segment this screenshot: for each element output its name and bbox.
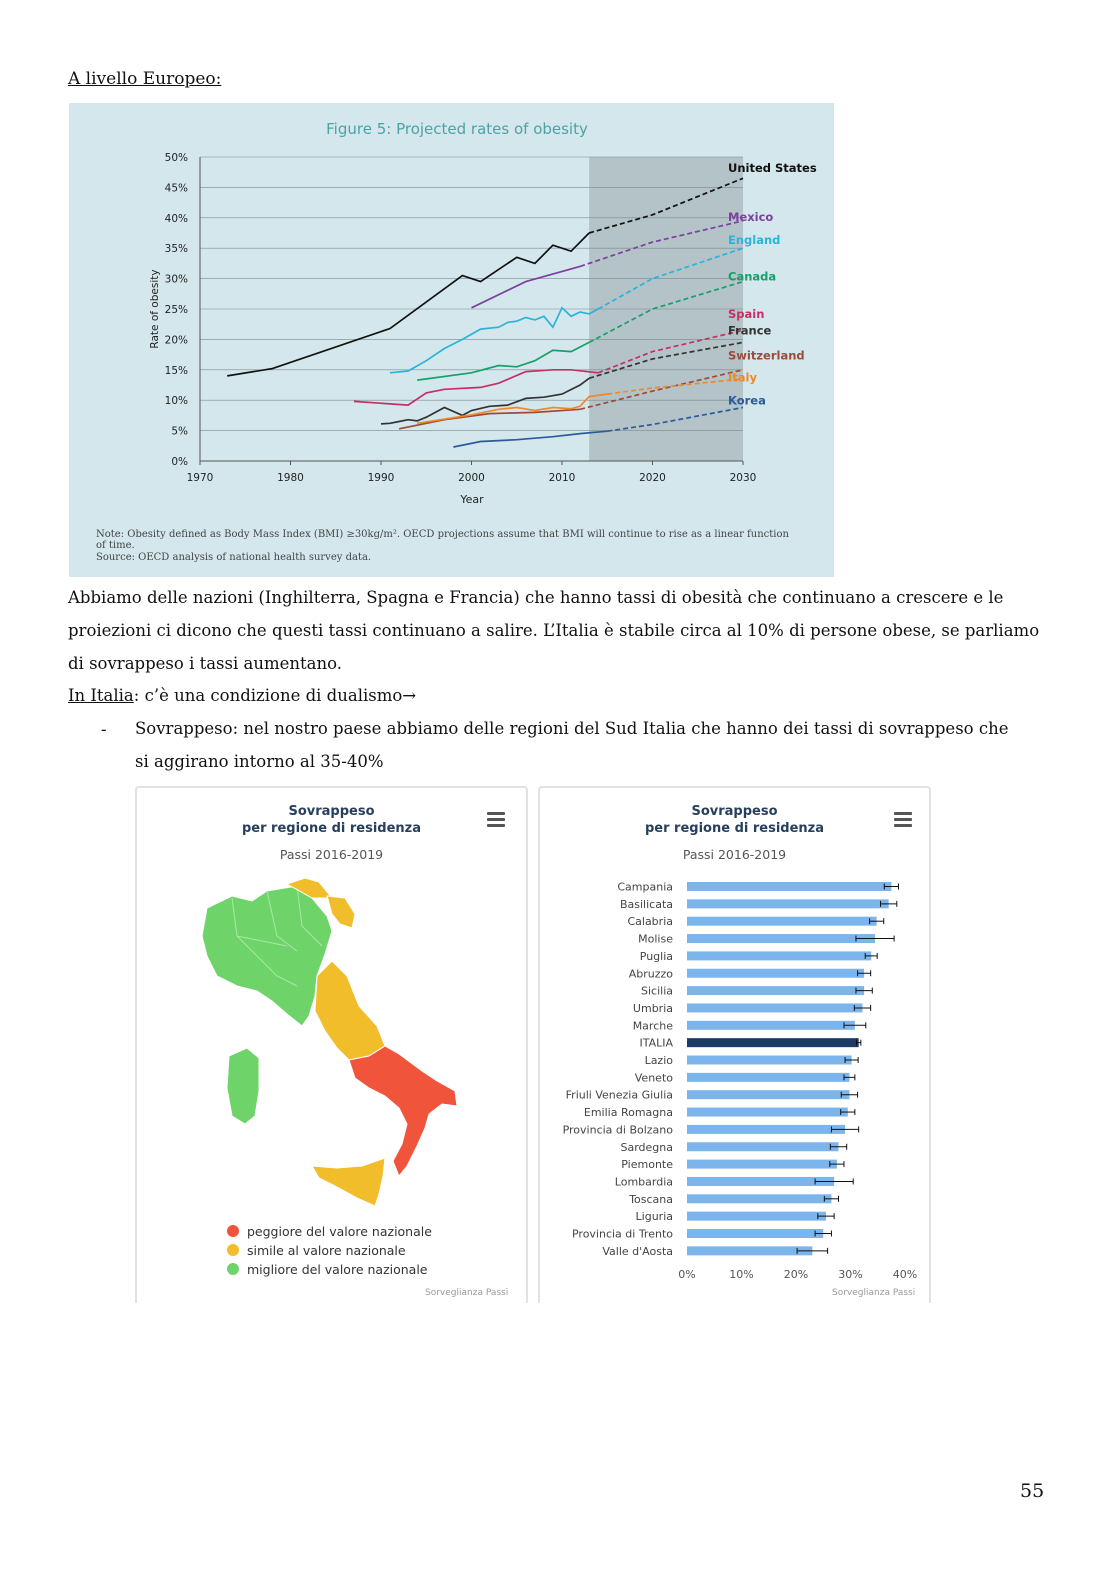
chart-note-line: Note: Obesity defined as Body Mass Index (BMI) ≥30kg/m². OECD projections assume that BMI will continue to rise as a linear function bbox=[96, 529, 789, 540]
series-label-france: France bbox=[728, 323, 772, 338]
series-label-spain: Spain bbox=[728, 307, 765, 322]
region-green-north bbox=[202, 886, 332, 1026]
regional-bar-chart bbox=[540, 872, 929, 1302]
y-tick-label: 40% bbox=[164, 212, 188, 225]
region-yellow-sicily bbox=[312, 1158, 385, 1206]
x-tick-label: 2010 bbox=[548, 472, 576, 484]
line-chart-title: Figure 5: Projected rates of obesity bbox=[326, 120, 588, 138]
y-tick-label: 45% bbox=[164, 182, 188, 195]
series-label-united-states: United States bbox=[728, 161, 817, 176]
bar-x-tick-label: 0% bbox=[678, 1268, 696, 1281]
legend-similar-label: simile al valore nazionale bbox=[247, 1243, 406, 1258]
region-yellow-center bbox=[315, 961, 385, 1060]
bar-title-line1: Sovrappeso bbox=[691, 804, 778, 819]
bar-region bbox=[687, 1073, 849, 1082]
bullet-text: Sovrappeso: nel nostro paese abbiamo delle regioni del Sud Italia che hanno dei tassi di sovrappeso che si aggirano intorno al 35-40% bbox=[135, 719, 1009, 771]
bar-region bbox=[687, 1021, 855, 1030]
bar-category-label: Calabria bbox=[627, 915, 673, 929]
region-green-sardinia bbox=[227, 1048, 259, 1124]
legend-worse bbox=[227, 1224, 432, 1239]
bar-credit: Sorveglianza Passi bbox=[832, 1288, 916, 1298]
bar-region bbox=[687, 917, 877, 926]
bar-subtitle: Passi 2016-2019 bbox=[682, 847, 787, 862]
bar-category-label: Marche bbox=[632, 1019, 673, 1033]
bar-category-label: Umbria bbox=[632, 1001, 673, 1015]
bar-category-label: Liguria bbox=[635, 1210, 673, 1224]
bar-title-line2: per regione di residenza bbox=[644, 821, 824, 836]
bar-category-label: Abruzzo bbox=[628, 967, 673, 981]
bar-category-label: Puglia bbox=[639, 949, 673, 963]
bar-region bbox=[687, 1090, 849, 1099]
region-red-south bbox=[349, 1046, 457, 1176]
bar-region bbox=[687, 1194, 831, 1203]
bar-x-tick-label: 40% bbox=[892, 1268, 918, 1281]
bar-x-tick-label: 30% bbox=[838, 1268, 863, 1281]
bar-region bbox=[687, 1142, 839, 1151]
series-label-italy: Italy bbox=[728, 370, 757, 385]
bar-region bbox=[687, 951, 871, 960]
bar-region bbox=[687, 934, 875, 943]
map-menu-icon[interactable] bbox=[487, 812, 505, 826]
series-line-england bbox=[390, 308, 598, 373]
bar-category-label: Sicilia bbox=[641, 984, 673, 998]
italy-line-text: : c’è una condizione di dualismo→ bbox=[133, 686, 417, 705]
series-line-spain bbox=[354, 370, 598, 405]
y-tick-label: 35% bbox=[164, 243, 188, 256]
y-tick-label: 20% bbox=[164, 334, 188, 347]
series-line-united-states bbox=[227, 233, 589, 376]
figure-obesity-projection bbox=[69, 103, 834, 577]
bar-region bbox=[687, 1056, 852, 1065]
bar-category-label: Piemonte bbox=[621, 1158, 673, 1172]
bar-region bbox=[687, 1246, 812, 1255]
x-tick-label: 1990 bbox=[367, 472, 395, 484]
x-tick-label: 2030 bbox=[729, 472, 757, 484]
bar-category-label: Molise bbox=[638, 932, 673, 946]
bar-category-label: Sardegna bbox=[620, 1140, 673, 1154]
bar-category-label: ITALIA bbox=[639, 1036, 673, 1050]
obesity-line-chart bbox=[69, 103, 834, 577]
bar-region bbox=[687, 986, 864, 995]
y-tick-label: 25% bbox=[164, 304, 188, 316]
x-axis-label: Year bbox=[460, 493, 484, 506]
bar-region bbox=[687, 1125, 845, 1134]
bar-category-label: Campania bbox=[617, 880, 673, 894]
italy-line bbox=[68, 679, 1043, 712]
bar-region bbox=[687, 969, 864, 978]
x-tick-label: 2020 bbox=[639, 472, 666, 484]
bar-region bbox=[687, 1160, 837, 1169]
region-yellow-northeast bbox=[327, 896, 355, 928]
series-line-france bbox=[381, 378, 589, 424]
bar-category-label: Provincia di Bolzano bbox=[562, 1123, 673, 1137]
series-line-korea bbox=[453, 431, 607, 447]
legend-better-dot bbox=[227, 1263, 239, 1275]
bar-region bbox=[687, 1177, 834, 1186]
bar-category-label: Lazio bbox=[644, 1054, 673, 1067]
y-tick-label: 10% bbox=[164, 395, 188, 408]
legend-better bbox=[227, 1262, 428, 1277]
y-tick-label: 15% bbox=[164, 364, 188, 377]
series-line-mexico bbox=[472, 266, 581, 307]
legend-similar bbox=[227, 1243, 406, 1258]
series-line-canada bbox=[417, 342, 589, 380]
x-tick-label: 2000 bbox=[458, 472, 485, 484]
series-label-canada: Canada bbox=[728, 269, 777, 284]
map-credit: Sorveglianza Passi bbox=[425, 1288, 509, 1298]
bar-category-label: Veneto bbox=[634, 1071, 673, 1085]
legend-similar-dot bbox=[227, 1244, 239, 1256]
series-label-england: England bbox=[728, 232, 781, 247]
x-tick-label: 1980 bbox=[277, 472, 304, 484]
italy-map bbox=[137, 876, 526, 1206]
chart-source: Source: OECD analysis of national health survey data. bbox=[96, 552, 372, 563]
legend-better-label: migliore del valore nazionale bbox=[247, 1262, 428, 1277]
series-label-switzerland: Switzerland bbox=[728, 348, 805, 363]
map-subtitle: Passi 2016-2019 bbox=[279, 847, 384, 862]
series-line-switzerland bbox=[399, 409, 580, 429]
bar-x-tick-label: 10% bbox=[729, 1268, 754, 1281]
y-tick-label: 30% bbox=[164, 273, 188, 286]
heading-italy: In Italia bbox=[68, 686, 134, 705]
map-title-line2: per regione di residenza bbox=[241, 821, 421, 836]
bar-category-label: Valle d'Aosta bbox=[602, 1244, 673, 1258]
bar-region bbox=[687, 899, 889, 908]
bar-category-label: Emilia Romagna bbox=[583, 1106, 673, 1120]
y-tick-label: 50% bbox=[164, 152, 188, 164]
legend-worse-label: peggiore del valore nazionale bbox=[247, 1224, 432, 1239]
chart-note bbox=[96, 529, 789, 551]
bar-category-label: Toscana bbox=[629, 1192, 673, 1206]
bar-region bbox=[687, 1003, 862, 1012]
bar-region bbox=[687, 1212, 826, 1221]
map-title-line1: Sovrappeso bbox=[288, 804, 375, 819]
chart-note-line: of time. bbox=[96, 540, 135, 551]
map-panel bbox=[135, 786, 528, 1303]
bar-panel bbox=[538, 786, 931, 1303]
bar-menu-icon[interactable] bbox=[894, 812, 912, 826]
bar-region bbox=[687, 1108, 848, 1117]
legend-worse-dot bbox=[227, 1225, 239, 1237]
bar-region bbox=[687, 1229, 823, 1238]
page-number: 55 bbox=[1020, 1480, 1045, 1502]
bar-category-label: Friuli Venezia Giulia bbox=[565, 1088, 673, 1102]
bar-region bbox=[687, 882, 891, 891]
bar-italia bbox=[687, 1038, 859, 1047]
bar-category-label: Basilicata bbox=[619, 897, 673, 911]
bar-x-tick-label: 20% bbox=[783, 1268, 809, 1281]
bullet-dash: - bbox=[101, 720, 107, 739]
series-label-mexico: Mexico bbox=[728, 209, 774, 224]
y-axis-label: Rate of obesity bbox=[149, 269, 161, 349]
body-paragraph: Abbiamo delle nazioni (Inghilterra, Spagna e Francia) che hanno tassi di obesità che continuano a crescere e le proiezioni ci dicono che questi tassi continuano a salire. L’Italia è stabile circa al 10% di persone obese, se parliamo di sovrappeso i tassi aumentano. bbox=[68, 588, 1040, 673]
y-tick-label: 5% bbox=[171, 425, 188, 438]
bar-category-label: Lombardia bbox=[614, 1175, 673, 1189]
y-tick-label: 0% bbox=[171, 456, 188, 468]
bar-category-label: Provincia di Trento bbox=[571, 1227, 673, 1241]
heading-europe: A livello Europeo: bbox=[68, 69, 222, 89]
x-tick-label: 1970 bbox=[186, 472, 214, 484]
series-label-korea: Korea bbox=[728, 393, 766, 408]
